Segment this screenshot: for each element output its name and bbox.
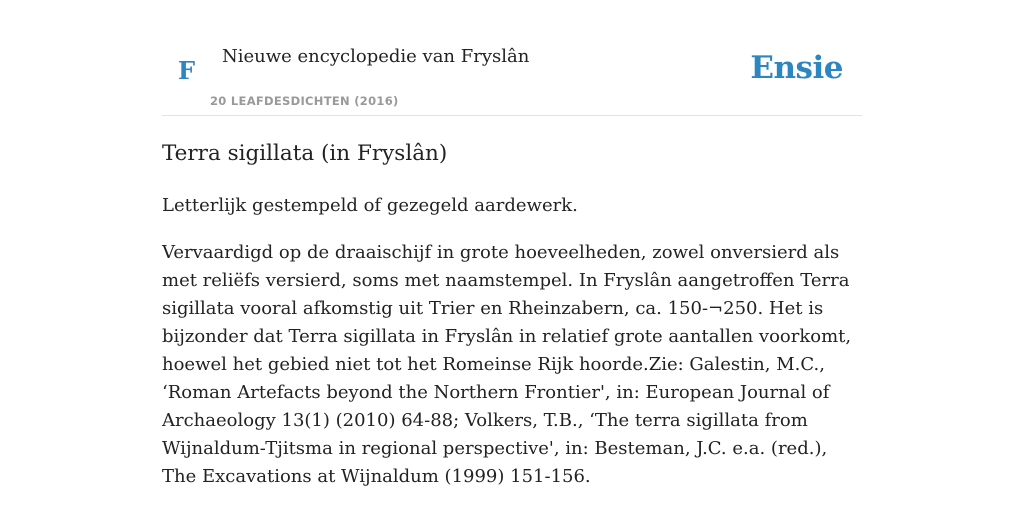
source-subtitle: 20 LEAFDESDICHTEN (2016) <box>210 94 399 108</box>
source-title-link[interactable]: Nieuwe encyclopedie van Fryslân <box>222 46 530 67</box>
ensie-logo[interactable]: Ensie <box>750 50 843 86</box>
entry-title: Terra sigillata (in Fryslân) <box>162 141 448 166</box>
entry-content <box>162 138 867 491</box>
entry-definition: Letterlijk gestempeld of gezegeld aardewerk. <box>162 195 578 216</box>
source-logo[interactable]: F <box>178 56 196 85</box>
entry-body: Vervaardigd op de draaischijf in grote hoeveelheden, zowel onversierd als met reliëfs versierd, soms met naamstempel. In Fryslân aangetroffen Terra sigillata vooral afkomstig uit Trier en Rheinzabern, ca. 150-¬250. Het is bijzonder dat Terra sigillata in Fryslân in relatief grote aantallen voorkomt, hoewel het gebied niet tot het Romeinse Rijk hoorde.Zie: Galestin, M.C., ‘Roman Artefacts beyond the Northern Frontier', in: European Journal of Archaeology 13(1) (2010) 64-88; Volkers, T.B., ‘The terra sigillata from Wijnaldum-Tjitsma in regional perspective', in: Besteman, J.C. e.a. (red.), The Excavations at Wijnaldum (1999) 151-156. <box>162 242 852 487</box>
source-header <box>162 40 862 116</box>
